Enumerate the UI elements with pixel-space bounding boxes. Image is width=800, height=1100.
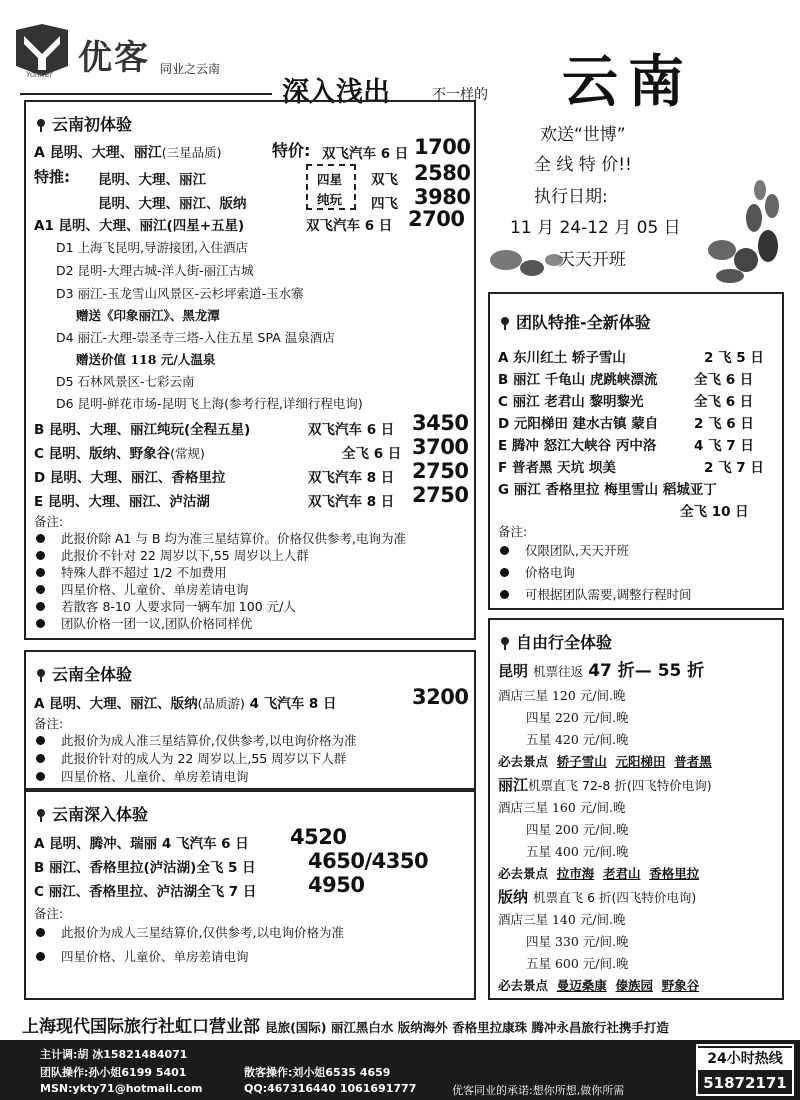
route-a-label: A 昆明、大理、丽江 [34, 145, 162, 161]
team-route: B 丽江 千龟山 虎跳峡漂流 [498, 372, 658, 388]
km-must [498, 752, 712, 770]
route-c-note: (常规) [170, 446, 205, 461]
section-deep [24, 790, 476, 1000]
km-spot: 轿子雪山 [556, 754, 607, 769]
route-e: E 昆明、大理、丽江、泸沽湖 [34, 494, 210, 510]
individual-operator: 散客操作:刘小姐6535 4659 [244, 1066, 391, 1079]
pin-icon [34, 667, 48, 681]
note-item [32, 948, 344, 964]
team-trip: 全飞 6 日 [694, 372, 754, 388]
team-operator: 团队操作:孙小姐6199 5401 [40, 1066, 187, 1079]
note-text: 仅限团队,天天开班 [525, 543, 629, 558]
team-notes-label: 备注: [498, 524, 528, 539]
day-5: D5 石林风景区-七彩云南 [56, 374, 195, 389]
deep-route-b: B 丽江、香格里拉(泸沽湖)全飞 5 日 [34, 860, 256, 876]
bn-head [498, 886, 696, 907]
team-route: E 腾冲 怒江大峡谷 丙中洛 [498, 438, 657, 454]
day-3: D3 丽江-玉龙雪山风景区-云杉坪索道-玉水寨 [56, 286, 304, 301]
bullet-icon [36, 754, 45, 763]
promo-l4: 11 月 24-12 月 05 日 [510, 218, 681, 238]
route-e-trip: 双飞汽车 8 日 [308, 494, 395, 510]
special-badge [306, 164, 356, 210]
day-3-gift: 赠送《印象丽江》、黑龙潭 [76, 308, 220, 323]
team-route: C 丽江 老君山 黎明黎光 [498, 394, 644, 410]
lj-hotel-4: 四星 200 元/间.晚 [526, 822, 629, 837]
day-1: D1 上海飞昆明,导游接团,入住酒店 [56, 240, 248, 255]
km-must-label: 必去景点 [498, 754, 549, 769]
bullet-icon [36, 585, 45, 594]
note-item [32, 750, 356, 766]
section-free [488, 618, 784, 1000]
team-route: D 元阳梯田 建水古镇 蒙自 [498, 416, 659, 432]
route-a-special: 特价: [272, 141, 311, 160]
section-intro [24, 100, 476, 640]
note-text: 四星价格、儿童价、单房差请电询 [61, 582, 249, 597]
bullet-icon [500, 590, 509, 599]
bn-hotel-5: 五星 600 元/间.晚 [526, 956, 629, 971]
km-city: 昆明 [498, 662, 529, 680]
section-deep-title [34, 802, 148, 825]
bullet-icon [36, 736, 45, 745]
bullet-icon [500, 568, 509, 577]
note-text: 团队价格一团一议,团队价格同样优 [61, 616, 253, 631]
qq-contact: QQ:467316440 1061691777 [244, 1082, 417, 1095]
bullet-icon [500, 546, 509, 555]
team-trip: 2 飞 6 日 [694, 416, 754, 432]
special-route-2: 昆明、大理、丽江、版纳 [98, 196, 247, 212]
agency-banner [22, 1012, 669, 1037]
route-b-trip: 双飞汽车 6 日 [308, 422, 395, 438]
promo-l1: 欢送“世博” [540, 125, 626, 145]
lj-must [498, 864, 699, 882]
deep-route-a: A 昆明、腾冲、瑞丽 4 飞汽车 6 日 [34, 836, 249, 852]
note-text: 可根据团队需要,调整行程时间 [525, 587, 692, 602]
note-text: 若散客 8-10 人要求同一辆车加 100 元/人 [61, 599, 296, 614]
route-a-trip: 双飞汽车 6 日 [322, 146, 409, 162]
deep-route-c-price: 4950 [308, 873, 365, 897]
lj-spot: 香格里拉 [649, 866, 700, 881]
deep-route-c: C 丽江、香格里拉、泸沽湖全飞 7 日 [34, 884, 257, 900]
pin-icon [498, 315, 512, 329]
route-b: B 昆明、大理、丽江纯玩(全程五星) [34, 422, 251, 438]
brand-name: 优客 [78, 38, 150, 78]
full-route-a-trip: 4 飞汽车 8 日 [249, 696, 337, 712]
special-label: 特推: [34, 168, 70, 186]
special-trip-2: 四飞 [371, 196, 398, 212]
footer-bar [0, 1040, 800, 1100]
special-route-1: 昆明、大理、丽江 [98, 172, 206, 188]
note-text: 四星价格、儿童价、单房差请电询 [61, 949, 249, 964]
route-a1: A1 昆明、大理、丽江(四星+五星) [34, 218, 245, 234]
note-item [32, 564, 406, 580]
section-team-title-text: 团队特推-全新体验 [516, 313, 651, 332]
promise-text: 优客同业的承诺:想你所想,做你所需 [452, 1084, 625, 1097]
day-6: D6 昆明-鲜花市场-昆明飞上海(参考行程,详细行程电询) [56, 396, 363, 411]
note-item [496, 542, 691, 558]
promo-l2: 全 线 特 价!! [534, 155, 632, 175]
bullet-icon [36, 551, 45, 560]
brand-logo [10, 22, 74, 82]
bullet-icon [36, 928, 45, 937]
team-notes-list [496, 542, 691, 602]
deep-route-b-price: 4650/4350 [308, 849, 429, 873]
bn-hotel-4: 四星 330 元/间.晚 [526, 934, 629, 949]
km-hotel-3: 酒店三星 120 元/间.晚 [498, 688, 626, 703]
note-item [32, 924, 344, 940]
bn-city: 版纳 [498, 888, 529, 906]
bn-spot: 傣族园 [615, 978, 653, 993]
lj-fare: 机票直飞 72-8 折(四飞特价电询) [528, 778, 712, 793]
promo-area [484, 110, 784, 290]
route-d-price: 2750 [412, 459, 469, 483]
team-trip: 4 飞 7 日 [694, 438, 754, 454]
route-c [34, 442, 205, 462]
lj-city: 丽江 [498, 776, 529, 794]
full-notes-list [32, 732, 356, 784]
msn-contact: MSN:ykty71@hotmail.com [40, 1082, 203, 1095]
logo-text: Yonker [26, 70, 53, 79]
note-item [32, 547, 406, 563]
agency-name: 上海现代国际旅行社虹口营业部 [22, 1017, 260, 1037]
lj-hotel-3: 酒店三星 160 元/间.晚 [498, 800, 626, 815]
km-head [498, 656, 704, 681]
lj-must-label: 必去景点 [498, 866, 549, 881]
team-route: G 丽江 香格里拉 梅里雪山 稻城亚丁 [498, 482, 717, 498]
bullet-icon [36, 568, 45, 577]
section-full [24, 650, 476, 790]
day-2: D2 昆明-大理古城-洋人街-丽江古城 [56, 263, 254, 278]
bn-must [498, 976, 699, 994]
badge-line-1: 四星 [317, 172, 343, 187]
full-route-a-label: A 昆明、大理、丽江、版纳 [34, 696, 198, 712]
bullet-icon [36, 619, 45, 628]
decor-stones-icon [484, 110, 784, 290]
full-route-a-note: (品质游) [197, 696, 245, 711]
note-text: 特殊人群不超过 1/2 不加费用 [61, 565, 227, 580]
badge-line-2: 纯玩 [317, 192, 343, 207]
partner-agencies: 昆旅(国际) 丽江黑白水 版纳海外 香格里拉康珠 腾冲永昌旅行社携手打造 [265, 1020, 669, 1035]
note-item [496, 564, 691, 580]
brand-sub: 同业之云南 [160, 62, 221, 76]
full-route-a [34, 692, 337, 712]
route-a1-price: 2700 [408, 207, 465, 231]
route-a [34, 142, 221, 162]
route-c-trip: 全飞 6 日 [342, 446, 402, 462]
deep-route-a-price: 4520 [290, 825, 347, 849]
headline-right: 云南 [562, 50, 694, 115]
bn-spot: 曼迈桑康 [556, 978, 607, 993]
hotline-box [696, 1044, 794, 1096]
route-a-note: (三星品质) [161, 145, 222, 160]
team-trip: 全飞 6 日 [694, 394, 754, 410]
team-trip-last: 全飞 10 日 [680, 504, 749, 520]
route-a-price: 1700 [414, 135, 471, 159]
section-intro-title-text: 云南初体验 [52, 115, 133, 134]
note-item [32, 615, 406, 631]
section-free-title [498, 630, 612, 653]
header-rule [20, 93, 272, 95]
note-item [32, 768, 356, 784]
team-trip: 2 飞 7 日 [704, 460, 764, 476]
section-team [488, 292, 784, 610]
route-c-label: C 昆明、版纳、野象谷 [34, 446, 171, 462]
special-price-1: 2580 [414, 161, 471, 185]
section-full-title [34, 662, 132, 685]
km-hotel-4: 四星 220 元/间.晚 [526, 710, 629, 725]
section-free-title-text: 自由行全体验 [516, 633, 613, 652]
day-4-gift: 赠送价值 118 元/人温泉 [76, 352, 216, 367]
team-route: F 普者黑 天坑 坝美 [498, 460, 616, 476]
lj-hotel-5: 五星 400 元/间.晚 [526, 844, 629, 859]
bullet-icon [36, 602, 45, 611]
note-item [32, 581, 406, 597]
route-e-price: 2750 [412, 483, 469, 507]
team-route: A 东川红土 轿子雪山 [498, 350, 626, 366]
hotline-number: 51872171 [703, 1074, 787, 1092]
km-spot: 元阳梯田 [615, 754, 666, 769]
route-c-price: 3700 [412, 435, 469, 459]
deep-notes-list [32, 924, 344, 964]
note-text: 此报价为成人准三星结算价,仅供参考,以电询价格为准 [61, 733, 357, 748]
note-item [496, 586, 691, 602]
bn-spot: 野象谷 [661, 978, 700, 993]
km-hotel-5: 五星 420 元/间.晚 [526, 732, 629, 747]
route-a1-trip: 双飞汽车 6 日 [306, 218, 393, 234]
section-team-title [498, 310, 651, 333]
section-intro-title [34, 112, 132, 135]
deep-notes-label: 备注: [34, 906, 64, 921]
pin-icon [498, 635, 512, 649]
km-fare: 机票往返 [533, 664, 584, 679]
note-text: 四星价格、儿童价、单房差请电询 [61, 769, 249, 784]
note-text: 此报价针对的成人为 22 周岁以上,55 周岁以下人群 [61, 751, 347, 766]
route-d: D 昆明、大理、丽江、香格里拉 [34, 470, 226, 486]
pin-icon [34, 117, 48, 131]
km-spot: 普者黑 [674, 754, 712, 769]
route-d-trip: 双飞汽车 8 日 [308, 470, 395, 486]
headline-mid: 不一样的 [432, 87, 488, 103]
special-price-2: 3980 [414, 185, 471, 209]
pin-icon [34, 807, 48, 821]
headline-left: 深入浅出 [282, 77, 390, 108]
bn-fare: 机票直飞 6 折(四飞特价电询) [533, 890, 697, 905]
lj-spot: 老君山 [602, 866, 641, 881]
promo-l3: 执行日期: [534, 187, 608, 207]
promo-l5: 天天开班 [558, 250, 626, 270]
bn-hotel-3: 酒店三星 140 元/间.晚 [498, 912, 626, 927]
note-item [32, 598, 406, 614]
lj-head [498, 774, 712, 795]
bullet-icon [36, 534, 45, 543]
note-item [32, 732, 356, 748]
full-notes-label: 备注: [34, 716, 64, 731]
bn-must-label: 必去景点 [498, 978, 549, 993]
bullet-icon [36, 772, 45, 781]
note-item [32, 530, 406, 546]
bullet-icon [36, 952, 45, 961]
km-discount: 47 折— 55 折 [588, 661, 705, 681]
notes-label: 备注: [34, 514, 64, 529]
section-deep-title-text: 云南深入体验 [52, 805, 149, 824]
special-trip-1: 双飞 [371, 172, 398, 188]
route-b-price: 3450 [412, 411, 469, 435]
notes-list [32, 530, 406, 631]
day-4: D4 丽江-大理-崇圣寺三塔-入住五星 SPA 温泉酒店 [56, 330, 335, 345]
note-text: 此报价为成人三星结算价,仅供参考,以电询价格为准 [61, 925, 344, 940]
team-trip: 2 飞 5 日 [704, 350, 764, 366]
full-route-a-price: 3200 [412, 685, 469, 709]
hotline-label: 24小时热线 [698, 1048, 792, 1070]
section-full-title-text: 云南全体验 [52, 665, 133, 684]
chief-operator: 主计调:胡 冰15821484071 [40, 1048, 188, 1061]
note-text: 此报价除 A1 与 B 均为准三星结算价。价格仅供参考,电询为准 [61, 531, 406, 546]
note-text: 此报价不针对 22 周岁以下,55 周岁以上人群 [61, 548, 309, 563]
note-text: 价格电询 [525, 565, 576, 580]
lj-spot: 拉市海 [556, 866, 595, 881]
